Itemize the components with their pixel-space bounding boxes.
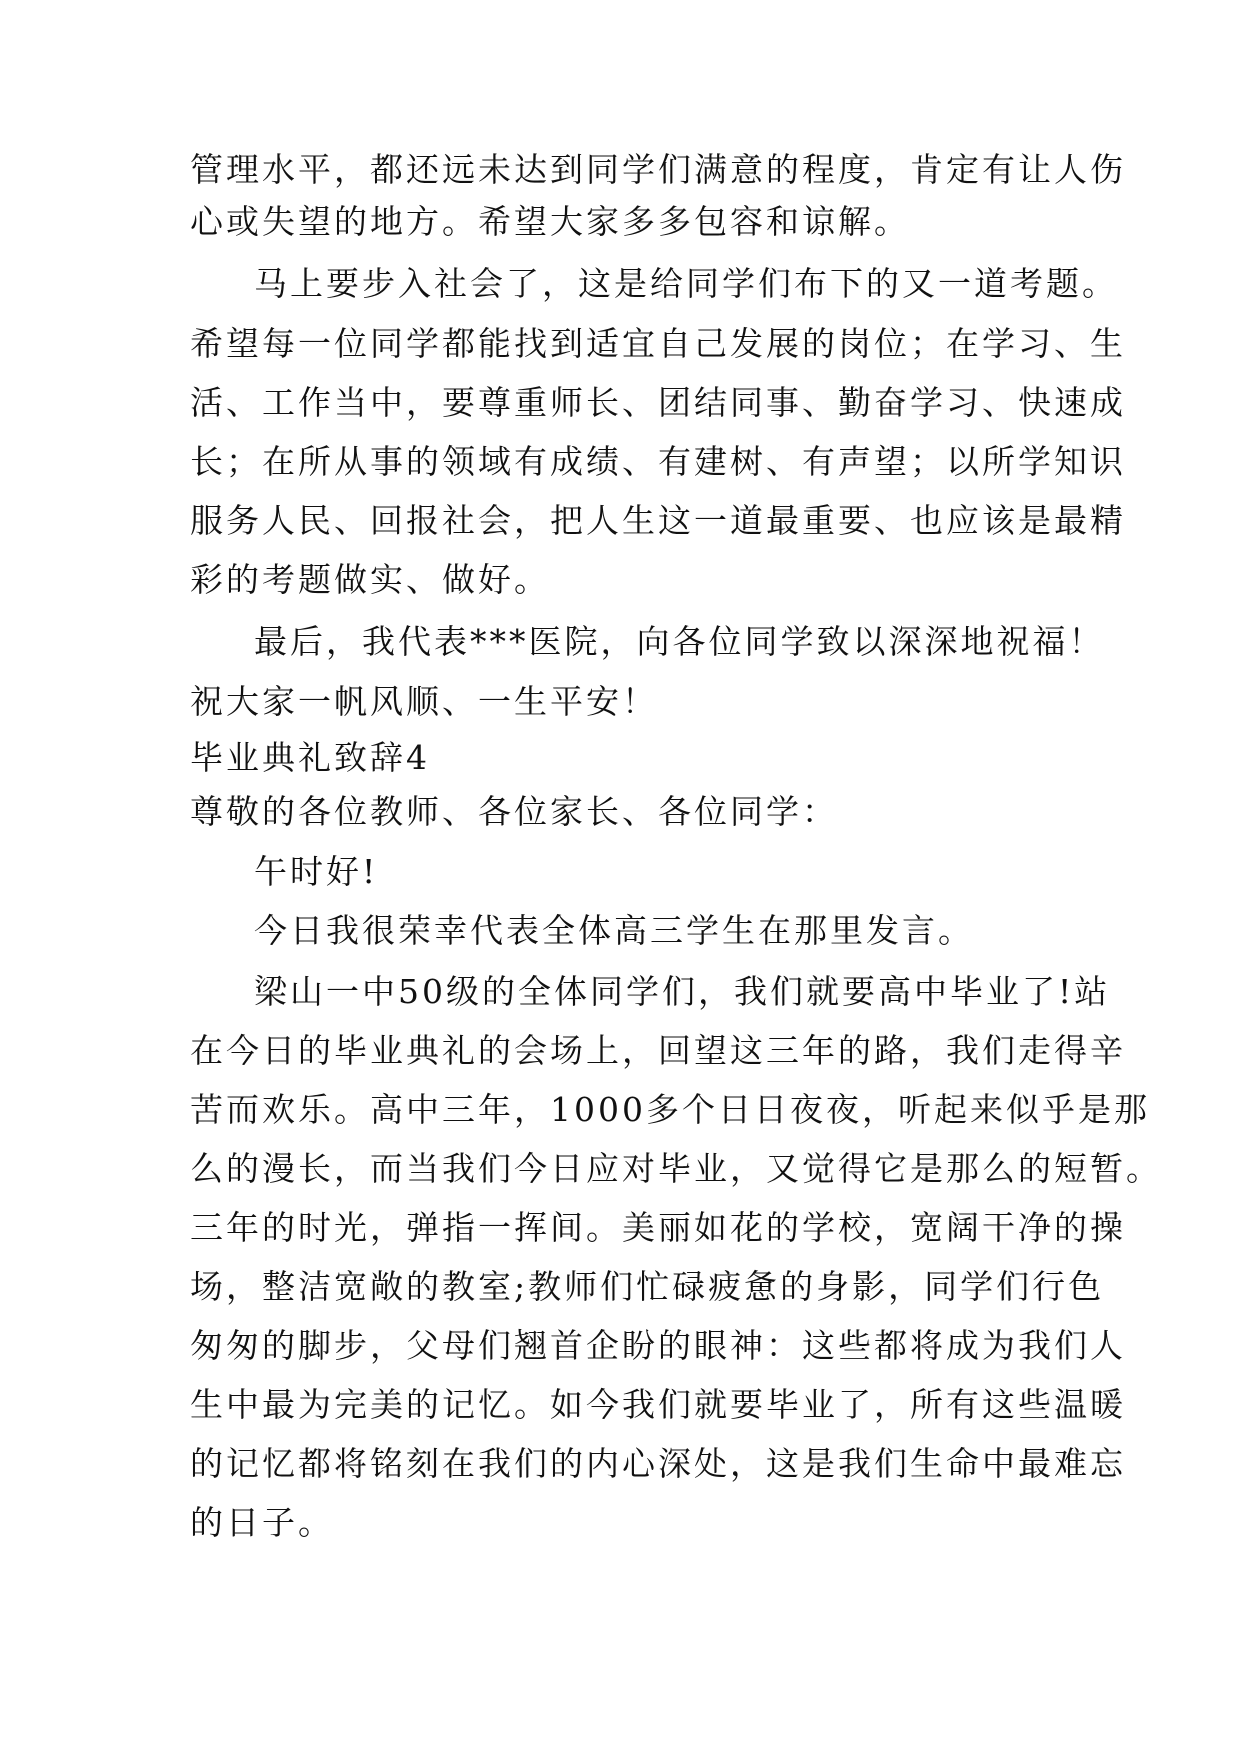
text-line: 苦而欢乐。高中三年，1000多个日日夜夜，听起来似乎是那 bbox=[190, 1090, 1150, 1129]
text-line: 服务人民、回报社会，把人生这一道最重要、也应该是最精 bbox=[190, 501, 1126, 540]
text-line: 午时好! bbox=[254, 852, 379, 891]
text-line: 三年的时光，弹指一挥间。美丽如花的学校，宽阔干净的操 bbox=[190, 1208, 1126, 1247]
text-line: 么的漫长，而当我们今日应对毕业，又觉得它是那么的短暂。 bbox=[190, 1149, 1162, 1188]
text-line: 彩的考题做实、做好。 bbox=[190, 560, 550, 599]
text-line: 最后，我代表***医院，向各位同学致以深深地祝福！ bbox=[254, 622, 1105, 661]
text-line: 希望每一位同学都能找到适宜自己发展的岗位；在学习、生 bbox=[190, 324, 1126, 363]
text-line: 的记忆都将铭刻在我们的内心深处，这是我们生命中最难忘 bbox=[190, 1444, 1126, 1483]
text-line: 匆匆的脚步，父母们翘首企盼的眼神：这些都将成为我们人 bbox=[190, 1326, 1126, 1365]
text-line: 活、工作当中，要尊重师长、团结同事、勤奋学习、快速成 bbox=[190, 383, 1126, 422]
text-line: 管理水平，都还远未达到同学们满意的程度，肯定有让人伤 bbox=[190, 150, 1126, 189]
text-line: 在今日的毕业典礼的会场上，回望这三年的路，我们走得辛 bbox=[190, 1031, 1126, 1070]
text-line: 尊敬的各位教师、各位家长、各位同学： bbox=[190, 792, 838, 831]
text-line: 场，整洁宽敞的教室;教师们忙碌疲惫的身影，同学们行色 bbox=[190, 1267, 1105, 1306]
text-line: 心或失望的地方。希望大家多多包容和谅解。 bbox=[190, 202, 910, 241]
text-line: 梁山一中50级的全体同学们，我们就要高中毕业了!站 bbox=[254, 972, 1111, 1011]
text-line: 今日我很荣幸代表全体高三学生在那里发言。 bbox=[254, 911, 974, 950]
text-line: 的日子。 bbox=[190, 1503, 334, 1542]
text-line: 生中最为完美的记忆。如今我们就要毕业了，所有这些温暖 bbox=[190, 1385, 1126, 1424]
text-line: 祝大家一帆风顺、一生平安！ bbox=[190, 682, 658, 721]
text-line: 马上要步入社会了，这是给同学们布下的又一道考题。 bbox=[254, 264, 1118, 303]
section-heading: 毕业典礼致辞4 bbox=[190, 738, 430, 777]
text-line: 长；在所从事的领域有成绩、有建树、有声望；以所学知识 bbox=[190, 442, 1126, 481]
